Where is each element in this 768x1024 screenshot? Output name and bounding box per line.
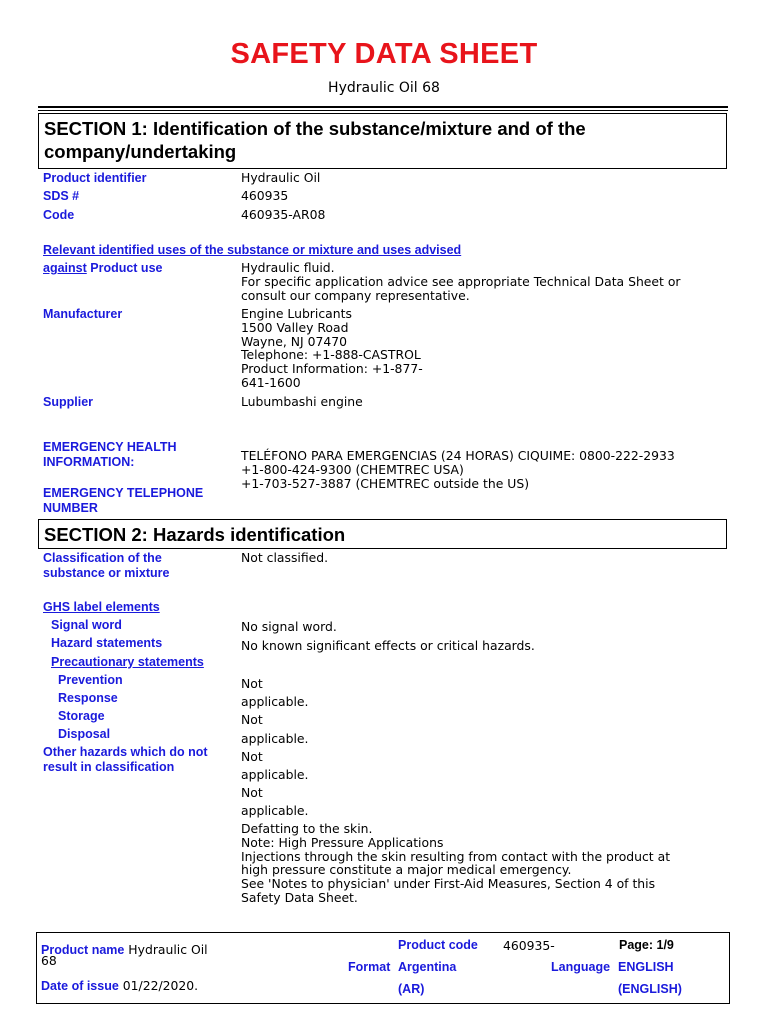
header-rule — [38, 106, 728, 108]
other-hazards-label — [43, 745, 208, 774]
product-code-label: Product code — [398, 938, 478, 952]
emergency-health-label — [43, 440, 177, 469]
supplier-value: Lubumbashi engine — [241, 394, 363, 409]
code-label: Code — [43, 208, 75, 222]
product-use-text: Product use — [86, 261, 163, 275]
language-value: ENGLISH — [618, 960, 674, 974]
other-hazards-value — [241, 822, 670, 905]
section-2-heading: SECTION 2: Hazards identification — [38, 519, 727, 549]
manufacturer-line: 641-1600 — [241, 374, 301, 390]
disposal-label: Disposal — [58, 727, 111, 741]
prevention-label: Prevention — [58, 673, 123, 687]
classification-label — [43, 551, 169, 580]
product-use-label — [43, 261, 162, 276]
code-value: 460935-AR08 — [241, 207, 326, 222]
manufacturer-line: Product Information: +1-877- — [241, 361, 423, 377]
product-use-line: Hydraulic fluid. — [241, 260, 335, 275]
hazard-statements-value: No known significant effects or critical hazards. — [241, 638, 535, 653]
precaution-value-line: applicable. — [241, 694, 309, 710]
emergency-numbers — [241, 449, 675, 490]
format-value: Argentina — [398, 960, 457, 974]
precaution-values — [241, 675, 308, 821]
precaution-value-line: applicable. — [241, 730, 309, 746]
other-hazards-label-line: Other hazards which do not — [43, 745, 208, 759]
other-hazards-line: Note: High Pressure Applications — [241, 834, 444, 850]
precaution-value-line: applicable. — [241, 767, 309, 783]
footer-date-of-issue — [41, 975, 198, 994]
product-name-label: Product name — [41, 943, 125, 957]
hazard-statements-label: Hazard statements — [51, 636, 163, 650]
manufacturer-line: Engine Lubricants — [241, 306, 352, 321]
manufacturer-label: Manufacturer — [43, 307, 123, 321]
emergency-line: +1-800-424-9300 (CHEMTREC USA) — [241, 461, 464, 477]
against-text: against — [43, 261, 87, 275]
supplier-label: Supplier — [43, 395, 94, 409]
precaution-value-line: applicable. — [241, 803, 309, 819]
header-rule-thin — [38, 110, 728, 111]
emergency-line: +1-703-527-3887 (CHEMTREC outside the US) — [241, 475, 530, 491]
storage-label: Storage — [58, 709, 105, 723]
product-code-value: 460935- — [503, 938, 555, 953]
classification-label-line: Classification of the — [43, 551, 162, 565]
product-use-line: consult our company representative. — [241, 287, 470, 303]
document-title: SAFETY DATA SHEET — [230, 38, 538, 70]
emergency-telephone-label — [43, 486, 203, 515]
sds-label: SDS # — [43, 189, 80, 203]
emergency-telephone-label-line: EMERGENCY TELEPHONE — [43, 486, 204, 500]
classification-label-line: substance or mixture — [43, 565, 170, 580]
footer-product-name — [41, 939, 208, 958]
other-hazards-line: See 'Notes to physician' under First-Aid Measures, Section 4 of this — [241, 876, 656, 892]
signal-word-value: No signal word. — [241, 619, 337, 634]
response-label: Response — [58, 691, 118, 705]
emergency-telephone-label-line: NUMBER — [43, 500, 98, 515]
language-label: Language — [551, 960, 611, 974]
manufacturer-line: Telephone: +1-888-CASTROL — [241, 347, 421, 363]
manufacturer-line: Wayne, NJ 07470 — [241, 333, 348, 349]
emergency-line: TELÉFONO PARA EMERGENCIAS (24 HORAS) CIQUIME: 0800-222-2933 — [241, 448, 675, 463]
other-hazards-line: Injections through the skin resulting from contact with the product at — [241, 848, 671, 864]
sds-value: 460935 — [241, 188, 289, 203]
emergency-health-label-line: INFORMATION: — [43, 454, 135, 469]
classification-value: Not classified. — [241, 550, 329, 565]
precaution-value-line: Not — [241, 748, 263, 764]
precaution-value-line: Not — [241, 676, 263, 691]
date-of-issue-label: Date of issue — [41, 979, 119, 993]
product-identifier-value: Hydraulic Oil — [241, 170, 321, 185]
precautionary-statements-label: Precautionary statements — [51, 655, 204, 669]
format-value-line2: (AR) — [398, 982, 425, 996]
manufacturer-value — [241, 307, 423, 390]
other-hazards-label-line: result in classification — [43, 759, 175, 774]
product-identifier-label: Product identifier — [43, 171, 147, 185]
other-hazards-line: Defatting to the skin. — [241, 821, 373, 836]
other-hazards-line: Safety Data Sheet. — [241, 889, 358, 905]
page-number: Page: 1/9 — [619, 938, 674, 952]
format-label: Format — [348, 960, 391, 974]
manufacturer-line: 1500 Valley Road — [241, 319, 349, 335]
other-hazards-line: high pressure constitute a major medical emergency. — [241, 862, 572, 878]
signal-word-label: Signal word — [51, 618, 122, 632]
document-subtitle: Hydraulic Oil 68 — [328, 80, 440, 96]
section-1-heading: SECTION 1: Identification of the substance/mixture and of the company/undertaking — [38, 113, 727, 169]
precaution-value-line: Not — [241, 785, 263, 801]
product-use-value — [241, 261, 681, 302]
language-value-line2: (ENGLISH) — [618, 982, 682, 996]
date-of-issue-value: 01/22/2020. — [118, 978, 199, 993]
ghs-label-elements: GHS label elements — [43, 600, 160, 614]
page-footer — [36, 932, 730, 1004]
product-name-value-line2: 68 — [41, 953, 57, 968]
relevant-uses-heading: Relevant identified uses of the substance or mixture and uses advised — [43, 243, 462, 257]
precaution-value-line: Not — [241, 712, 263, 728]
product-name-value: Hydraulic Oil — [124, 942, 208, 957]
product-use-line: For specific application advice see appropriate Technical Data Sheet or — [241, 273, 681, 289]
emergency-health-label-line: EMERGENCY HEALTH — [43, 440, 177, 454]
